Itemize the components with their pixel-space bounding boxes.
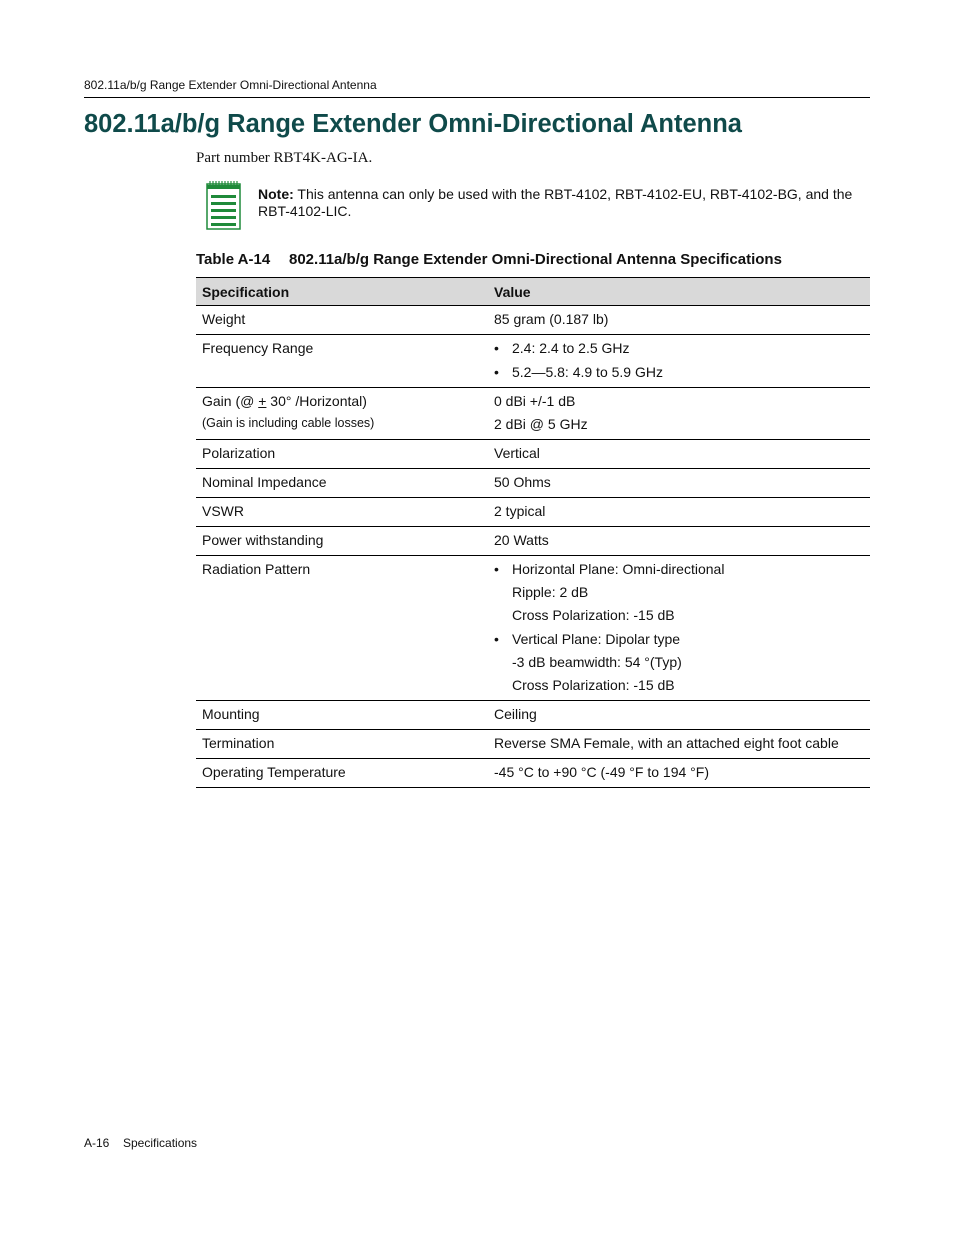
spec-cell: Operating Temperature [196,759,488,788]
header-value: Value [488,278,870,306]
table-row [196,701,870,730]
sub-item: Cross Polarization: -15 dB [512,607,675,623]
gain-note: (Gain is including cable losses) [202,416,375,430]
value-cell: 85 gram (0.187 lb) [488,306,870,335]
list-item [494,629,864,695]
plus-minus-symbol: + [258,393,267,409]
table-row [196,527,870,556]
value-cell: Vertical [488,440,870,469]
table-row [196,440,870,469]
table-row [196,388,870,440]
table-row [196,730,870,759]
gain-spec-post: 30° /Horizontal) [266,393,367,409]
gain-value-1: 0 dBi +/-1 dB [494,393,576,409]
value-cell [488,388,870,440]
spec-cell: Mounting [196,701,488,730]
spec-cell: Weight [196,306,488,335]
page-number: A-16 [84,1136,110,1150]
value-cell: Ceiling [488,701,870,730]
sub-item: -3 dB beamwidth: 54 °(Typ) [512,654,682,670]
value-cell [488,335,870,388]
sub-item: Cross Polarization: -15 dB [512,677,675,693]
value-cell: 20 Watts [488,527,870,556]
table-row [196,556,870,701]
spec-cell: Power withstanding [196,527,488,556]
footer-section: Specifications [123,1136,198,1150]
spec-table [196,277,870,788]
list-item: • 5.2—5.8: 4.9 to 5.9 GHz [494,362,864,382]
spec-cell [196,388,488,440]
note [258,186,858,220]
part-number: Part number RBT4K-AG-IA. [196,150,373,166]
spec-cell: Nominal Impedance [196,469,488,498]
table-row [196,306,870,335]
table-row [196,469,870,498]
value-cell: 2 typical [488,498,870,527]
spec-cell: Frequency Range [196,335,488,388]
table-title: 802.11a/b/g Range Extender Omni-Directional Antenna Specifications [289,251,782,268]
note-label: Note: [258,186,294,202]
note-text: This antenna can only be used with the RBT-4102, RBT-4102-EU, RBT-4102-BG, and the RBT-4102-LIC. [258,186,853,219]
value-cell: Reverse SMA Female, with an attached eight foot cable [488,730,870,759]
bullet-list [494,338,864,382]
table-row [196,759,870,788]
page-footer [84,1136,197,1150]
bullet-text: Vertical Plane: Dipolar type [512,631,681,647]
spec-cell: Polarization [196,440,488,469]
running-header: 802.11a/b/g Range Extender Omni-Directional Antenna [84,78,377,92]
value-cell [488,556,870,701]
list-item: • 2.4: 2.4 to 2.5 GHz [494,338,864,358]
table-header-row [196,278,870,306]
header-specification: Specification [196,278,488,306]
header-rule [84,97,870,98]
value-cell: 50 Ohms [488,469,870,498]
spec-cell: Termination [196,730,488,759]
table-row [196,498,870,527]
list-item [494,559,864,625]
bullet-list [494,559,864,695]
spec-cell: Radiation Pattern [196,556,488,701]
sub-item: Ripple: 2 dB [512,584,589,600]
gain-spec-label [202,391,482,411]
table-row [196,335,870,388]
gain-value-2: 2 dBi @ 5 GHz [494,416,588,432]
table-number: Table A-14 [196,251,271,268]
gain-spec-pre: Gain (@ [202,393,259,409]
table-caption [196,251,782,268]
bullet-text: Horizontal Plane: Omni-directional [512,561,725,577]
spec-cell: VSWR [196,498,488,527]
notepad-icon [205,180,243,230]
page-title: 802.11a/b/g Range Extender Omni-Directional Antenna [84,110,742,138]
value-cell: -45 °C to +90 °C (-49 °F to 194 °F) [488,759,870,788]
